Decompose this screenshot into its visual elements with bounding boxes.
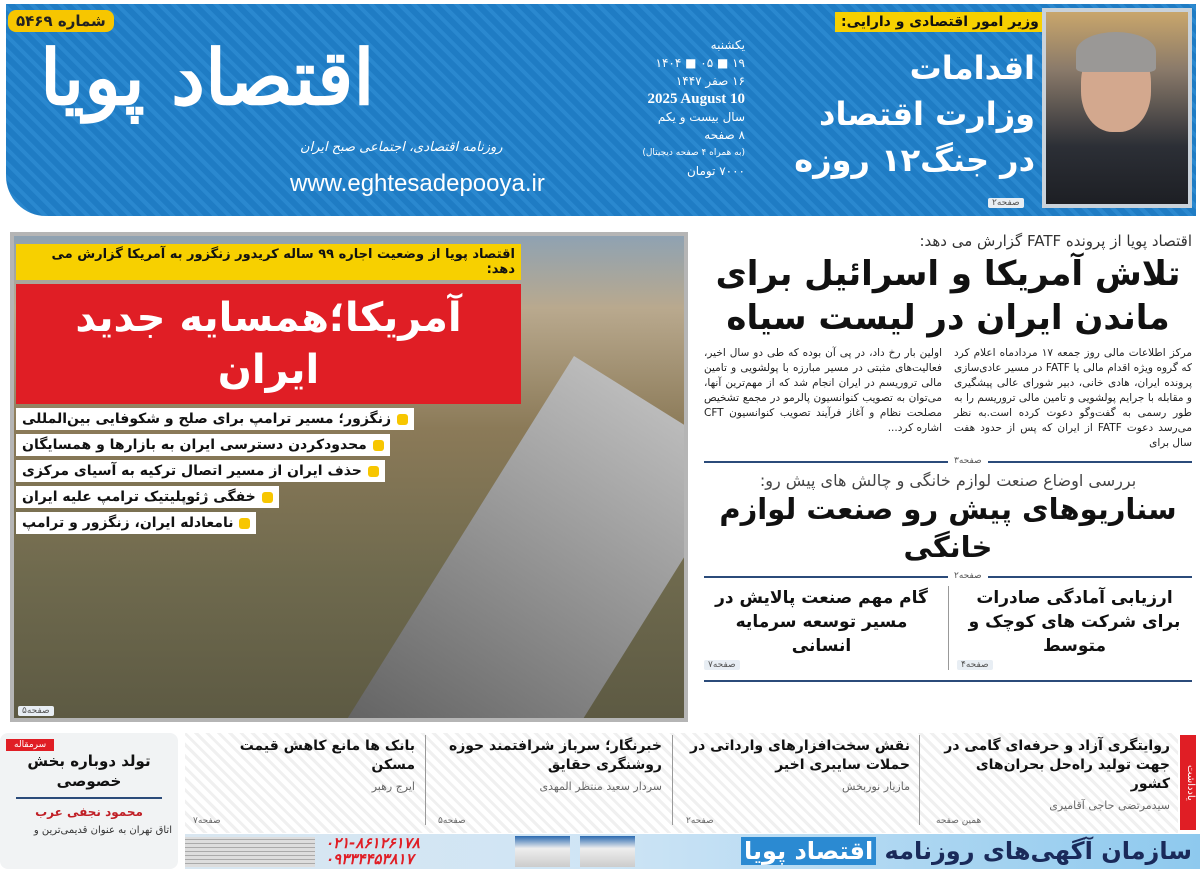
editorial-tag: سرمقاله	[6, 739, 54, 751]
bullet-item: محدودکردن دسترسی ایران به بازارها و همسایگان	[16, 434, 390, 456]
minister-headline[interactable]	[770, 45, 1035, 183]
page-ref: همین صفحه	[936, 816, 982, 826]
lead-headline[interactable]: آمریکا؛همسایه جدید ایران	[16, 284, 521, 404]
note-headline: بانک ها مانع کاهش قیمت مسکن	[239, 738, 415, 773]
fatf-body	[704, 346, 1192, 451]
digital-pages: (به همراه ۴ صفحه دیجیتال)	[642, 148, 745, 158]
editorial-author: محمود نجفی عرب	[35, 805, 143, 819]
lead-story	[16, 244, 521, 534]
note-headline: خبرنگار؛ سرباز شرافتمند حوزه روشنگری حقایق	[448, 738, 662, 773]
divider	[704, 571, 1192, 581]
newspaper-logo: اقتصاد پویا	[40, 33, 375, 122]
note-item[interactable]	[678, 733, 918, 831]
appliance-headline[interactable]: سناریوهای پیش رو صنعت لوازم خانگی	[719, 492, 1177, 564]
note-author: ایرج رهبر	[371, 780, 415, 793]
bullet-item: زنگزور؛ مسیر ترامپ برای صلح و شکوفایی بین‌المللی	[16, 408, 414, 430]
price: ۷۰۰۰ تومان	[686, 164, 745, 178]
phone: ۰۲۱-۸۶۱۲۶۱۷۸	[325, 834, 420, 852]
lunar-date: ۱۶ صفر ۱۴۴۷	[675, 74, 745, 88]
editorial-box[interactable]	[0, 733, 178, 869]
headline-line: اقدامات	[909, 49, 1035, 87]
note-item[interactable]	[430, 733, 670, 831]
phone: ۰۹۳۳۴۴۵۳۸۱۷	[325, 850, 414, 868]
page-ref: صفحه۴	[957, 660, 993, 670]
editorial-text: اتاق تهران به عنوان قدیمی‌ترین و	[33, 825, 172, 836]
notes-label: یادداشت	[1180, 735, 1196, 830]
refining-story[interactable]	[704, 586, 939, 670]
bullet-item: خفگی ژئوپلیتیک ترامپ علیه ایران	[16, 486, 279, 508]
appliance-kicker: بررسی اوضاع صنعت لوازم خانگی و چالش های پیش رو:	[759, 471, 1137, 490]
page-ref: صفحه۵	[18, 706, 54, 716]
newspapers-image	[185, 837, 315, 867]
newspaper-thumbnail	[580, 836, 635, 867]
ad-phones	[325, 835, 420, 867]
gregorian-date: 2025 August 10	[647, 91, 745, 107]
website-url[interactable]: www.eghtesadepooya.ir	[290, 170, 545, 197]
page-ref: صفحه۷	[704, 660, 740, 670]
tagline: روزنامه اقتصادی، اجتماعی صبح ایران	[300, 140, 503, 155]
headline-line: وزارت اقتصاد	[819, 95, 1035, 133]
page-ref: صفحه۲	[948, 569, 988, 583]
ad-banner[interactable]	[185, 834, 1200, 869]
lead-kicker: اقتصاد پویا از وضعیت اجاره ۹۹ ساله کریدور زنگزور به آمریکا گزارش می دهد:	[16, 244, 521, 280]
solar-date: ۱۹ ■ ۰۵ ■ ۱۴۰۴	[655, 56, 745, 70]
minister-photo	[1042, 8, 1192, 208]
export-story[interactable]	[957, 586, 1192, 670]
refining-headline: گام مهم صنعت پالایش در مسیر توسعه سرمایه انسانی	[715, 588, 928, 656]
weekday: یکشنبه	[710, 38, 745, 52]
right-column	[704, 232, 1192, 682]
ad-title	[741, 834, 1192, 869]
fatf-kicker: اقتصاد پویا از پرونده FATF گزارش می دهد:	[919, 232, 1192, 250]
ad-title-brand: اقتصاد پویا	[741, 837, 876, 865]
divider	[704, 456, 1192, 466]
fatf-headline[interactable]: تلاش آمریکا و اسرائیل برای ماندن ایران در لیست سیاه	[715, 254, 1181, 338]
fatf-body-col2: اولین بار رخ داد، در پی آن بوده که طی دو سال اخیر، فعالیت‌های مثبتی در مسیر مبارزه با پولشویی و تامین مالی تروریسم در ایران انجام شد که از مهم‌ترین آنها، می‌توان به تصویب کنوانسیون پالرمو در مجمع تشخیص مصلحت نظام و آغاز فرآیند تصویب کنوانسیون CFT اشاره کرد...	[704, 347, 942, 434]
editorial-headline: تولد دوباره بخش خصوصی	[27, 752, 151, 790]
page-ref: صفحه۳	[948, 454, 988, 468]
note-author: سیدمرتضی حاجی آقامیری	[1049, 799, 1170, 812]
page-count: ۸ صفحه	[704, 128, 745, 142]
note-headline: نقش سخت‌افزارهای وارداتی در حملات سایبری اخیر	[690, 738, 910, 773]
fatf-body-col1: مرکز اطلاعات مالی روز جمعه ۱۷ مردادماه اعلام کرد که گروه ویژه اقدام مالی یا FATF در مسیر عادی‌سازی پرونده ایران، هادی خانی، دبیر شورای عالی پیشگیری و مقابله با جرایم پولشویی و تامین مالی تروریسم را به طور رسمی به گفت‌وگو دعوت کرده است.به نظر می‌رسد دعوت FATF از ایران که پس از حدود هفت سال برای	[954, 347, 1193, 449]
page-ref: صفحه۲	[988, 198, 1024, 208]
sub-stories	[704, 586, 1192, 670]
divider	[704, 680, 1192, 682]
note-author: مازیار نوربخش	[841, 780, 910, 793]
note-author: سردار سعید منتظر المهدی	[539, 780, 662, 793]
note-headline: روایتگری آزاد و حرفه‌ای گامی در جهت تولید راه‌حل بحران‌های کشور	[944, 738, 1170, 792]
export-headline: ارزیابی آمادگی صادرات برای شرکت های کوچک و متوسط	[968, 588, 1181, 656]
newspaper-thumbnail	[515, 836, 570, 867]
bullet-item: حذف ایران از مسیر اتصال ترکیه به آسیای مرکزی	[16, 460, 385, 482]
notes-row	[185, 733, 1178, 833]
page-ref: صفحه۷	[193, 816, 221, 826]
divider	[948, 586, 949, 670]
page-ref: صفحه۲	[686, 816, 714, 826]
bullet-item: نامعادله ایران، زنگزور و ترامپ	[16, 512, 256, 534]
ad-title-text: سازمان آگهی‌های روزنامه	[884, 837, 1192, 865]
minister-kicker: وزیر امور اقتصادی و دارایی:	[835, 12, 1045, 32]
note-item[interactable]	[185, 733, 423, 831]
year: سال بیست و یکم	[657, 110, 745, 124]
page-ref: صفحه۵	[438, 816, 466, 826]
issue-number: شماره ۵۴۶۹	[8, 10, 114, 32]
headline-line: در جنگ۱۲ روزه	[794, 141, 1035, 179]
date-block	[615, 36, 745, 180]
note-item[interactable]	[928, 733, 1178, 831]
